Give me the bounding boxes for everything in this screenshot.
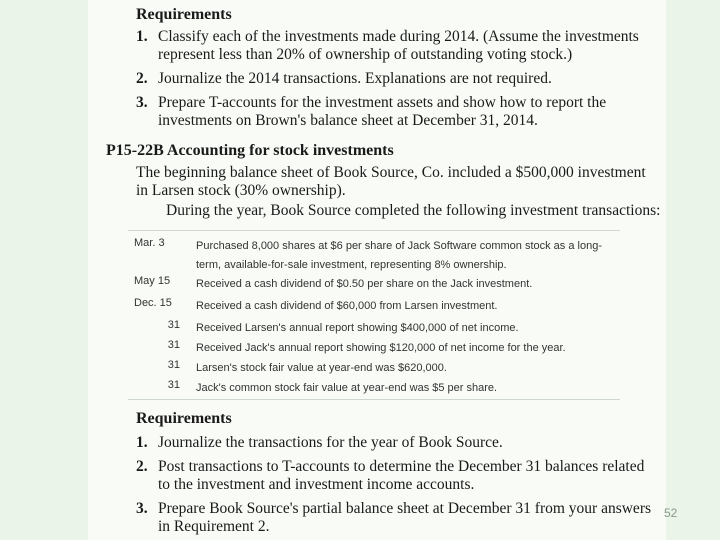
slide-number: 52 (664, 506, 678, 520)
transaction-date: 31 (167, 379, 180, 391)
transaction-description: Received a cash dividend of $0.50 per share on the Jack investment. (196, 278, 533, 290)
transaction-description: Received a cash dividend of $60,000 from Larsen investment. (196, 300, 498, 312)
requirement-item (136, 70, 656, 88)
requirement-number: 3. (136, 500, 148, 517)
problem-paragraph: The beginning balance sheet of Book Source, Co. included a $500,000 investment in Larsen stock (30% ownership). (136, 164, 646, 199)
transaction-description: Received Jack's annual report showing $120,000 of net income for the year. (196, 342, 566, 354)
transaction-date: Mar. 3 (134, 237, 165, 249)
requirement-number: 3. (136, 94, 148, 111)
transaction-date: 31 (167, 319, 180, 331)
transaction-date: Dec. 15 (134, 297, 172, 309)
requirements-heading-bottom: Requirements (136, 410, 232, 427)
requirement-text: Journalize the 2014 transactions. Explanations are not required. (158, 70, 552, 87)
requirement-number: 1. (136, 434, 148, 451)
requirement-text: Post transactions to T-accounts to determine the December 31 balances related to the investment and investment income accounts. (158, 458, 645, 493)
transactions-table (128, 230, 620, 400)
transaction-description: Larsen's stock fair value at year-end was $620,000. (196, 362, 447, 374)
requirement-item (136, 458, 656, 494)
problem-title: P15-22B Accounting for stock investments (106, 142, 394, 159)
requirement-text: Prepare Book Source's partial balance sheet at December 31 from your answers in Requirement 2. (158, 500, 652, 535)
requirement-number: 2. (136, 70, 148, 87)
transaction-date: 31 (167, 339, 180, 351)
requirement-item (136, 28, 656, 64)
requirements-heading-top: Requirements (136, 6, 232, 23)
transaction-date: 31 (167, 359, 180, 371)
transaction-description: Purchased 8,000 shares at $6 per share of Jack Software common stock as a long-term, available-for-sale investment, representing 8% ownership. (196, 240, 602, 271)
requirement-number: 1. (136, 28, 148, 45)
requirement-text: Journalize the transactions for the year of Book Source. (158, 434, 503, 451)
requirement-text: Prepare T-accounts for the investment assets and show how to report the investments on Brown's balance sheet at December 31, 2014. (158, 94, 607, 129)
requirement-item (136, 500, 656, 536)
requirement-item (136, 434, 656, 452)
transaction-description: Jack's common stock fair value at year-end was $5 per share. (196, 382, 498, 394)
transaction-date: May 15 (134, 275, 171, 287)
problem-intro: During the year, Book Source completed the following investment transactions: (166, 202, 661, 219)
requirement-text: Classify each of the investments made during 2014. (Assume the investments represent less than 20% of ownership of outstanding voting stock.) (158, 28, 639, 63)
requirement-item (136, 94, 656, 130)
requirement-number: 2. (136, 458, 148, 475)
transaction-description: Received Larsen's annual report showing $400,000 of net income. (196, 322, 519, 334)
